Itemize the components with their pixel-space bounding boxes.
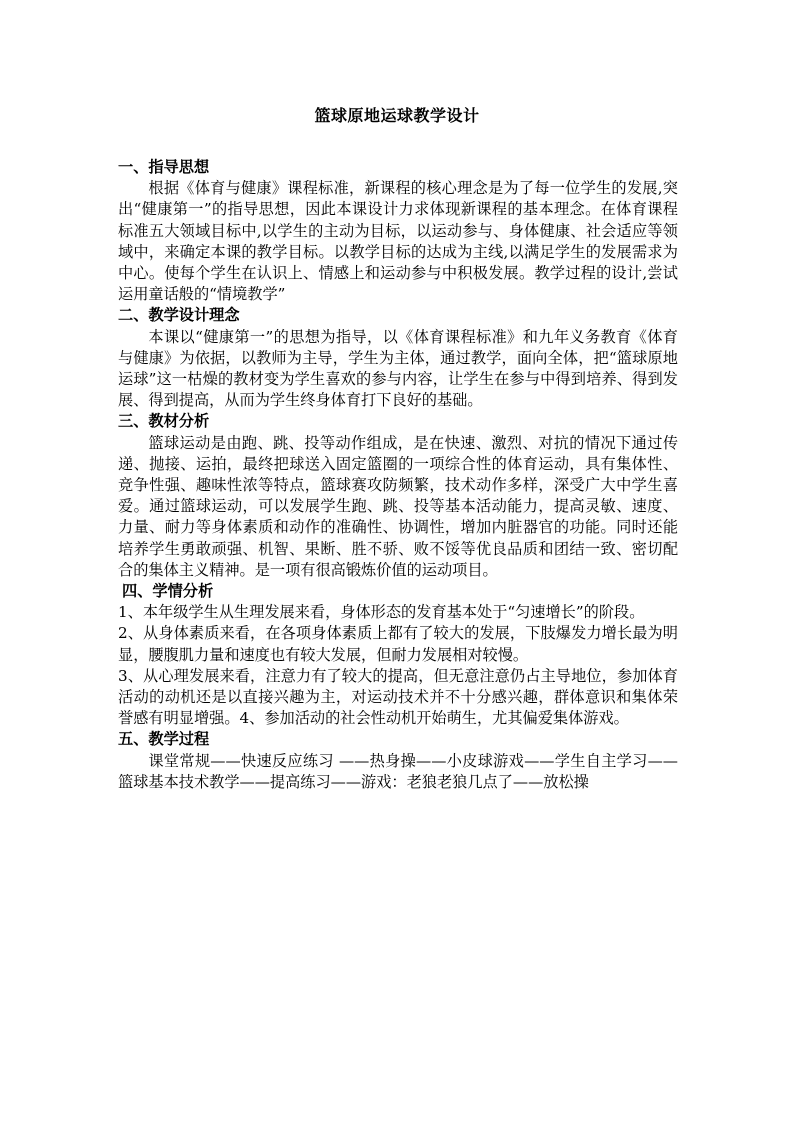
section-student-analysis	[118, 581, 678, 729]
section-paragraph: 本课以“健康第一”的思想为指导，以《体育课程标准》和九年义务教育《体育与健康》为依据，以教师为主导，学生为主体，通过教学，面向全体，把“篮球原地运球”这一枯燥的教材变为学生喜欢的参与内容，让学生在参与中得到培养、得到发展、得到提高，从而为学生终身体育打下良好的基础。	[118, 327, 678, 410]
section-paragraph: 篮球运动是由跑、跳、投等动作组成，是在快速、激烈、对抗的情况下通过传递、抛接、运拍，最终把球送入固定篮圈的一项综合性的体育运动，具有集体性、竞争性强、趣味性浓等特点，篮球赛攻防频繁，技术动作多样，深受广大中学生喜爱。通过篮球运动，可以发展学生跑、跳、投等基本活动能力，提高灵敏、速度、力量、耐力等身体素质和动作的准确性、协调性，增加内脏器官的功能。同时还能培养学生勇敢顽强、机智、果断、胜不骄、败不馁等优良品质和团结一致、密切配合的集体主义精神。是一项有很高锻炼价值的运动项目。	[118, 433, 678, 579]
document-title: 篮球原地运球教学设计	[314, 106, 480, 125]
section-paragraph: 根据《体育与健康》课程标准，新课程的核心理念是为了每一位学生的发展,突出“健康第一”的指导思想，因此本课设计力求体现新课程的基本理念。在体育课程标准五大领域目标中,以学生的主动为目标，以运动参与、身体健康、社会适应等领域中，来确定本课的教学目标。以教学目标的达成为主线,以满足学生的发展需求为中心。使每个学生在认识上、情感上和运动参与中积极发展。教学过程的设计,尝试运用童话般的“情境教学”	[118, 179, 678, 304]
section-material-analysis	[118, 411, 678, 581]
section-heading: 一、指导思想	[118, 158, 210, 176]
document-body	[118, 157, 678, 793]
section-heading: 五、教学过程	[118, 730, 210, 749]
section-guiding-thought	[118, 157, 678, 305]
section-heading: 三、教材分析	[118, 412, 210, 431]
list-item: 2、从身体素质来看，在各项身体素质上都有了较大的发展，下肢爆发力增长最为明显，腰腹肌力量和速度也有较大发展，但耐力发展相对较慢。	[118, 624, 678, 664]
list-item: 1、本年级学生从生理发展来看，身体形态的发育基本处于“匀速增长”的阶段。	[118, 603, 645, 622]
section-paragraph: 课堂常规——快速反应练习 ——热身操——小皮球游戏——学生自主学习——篮球基本技术教学——提高练习——游戏：老狼老狼几点了——放松操	[118, 751, 678, 791]
section-heading: 二、教学设计理念	[118, 306, 240, 325]
section-teaching-process	[118, 729, 678, 793]
section-heading: 四、学情分析	[122, 582, 214, 601]
section-design-concept	[118, 305, 678, 411]
list-item: 3、从心理发展来看，注意力有了较大的提高，但无意注意仍占主导地位，参加体育活动的动机还是以直接兴趣为主，对运动技术并不十分感兴趣，群体意识和集体荣誉感有明显增强。4、参加活动的社会性动机开始萌生，尤其偏爱集体游戏。	[118, 666, 678, 728]
